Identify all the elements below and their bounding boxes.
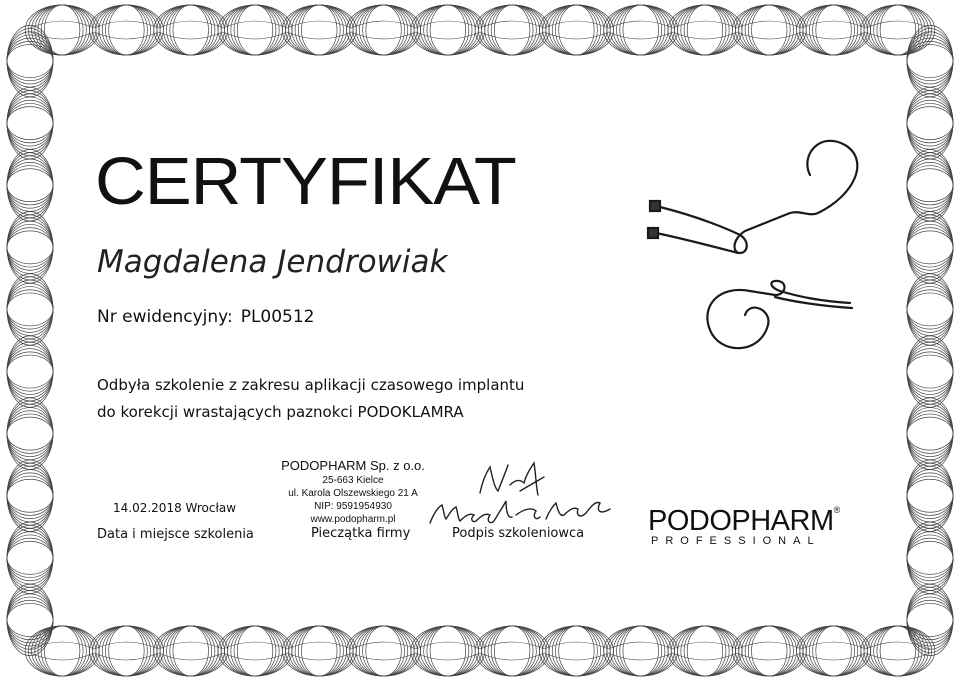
handwritten-signature <box>420 455 620 535</box>
logo-main: PODOPHARM <box>648 505 834 537</box>
podopharm-logo <box>648 505 840 547</box>
description-line: Odbyła szkolenie z zakresu aplikacji czasowego implantu <box>97 376 525 394</box>
stamp-nip: NIP: 9591954930 <box>314 501 392 512</box>
logo-sub: PROFESSIONAL <box>651 535 821 547</box>
stamp-label: Pieczątka firmy <box>311 526 411 541</box>
signature-label: Podpis szkoleniowca <box>452 526 585 541</box>
stamp-website: www.podopharm.pl <box>310 514 396 525</box>
podoklamra-wire-implant-illustration <box>640 135 890 360</box>
company-stamp <box>268 457 438 526</box>
stamp-street: ul. Karola Olszewskiego 21 A <box>288 488 418 499</box>
date-place: 14.02.2018 Wrocław <box>113 501 237 515</box>
stamp-postal: 25-663 Kielce <box>322 475 384 486</box>
registration-number: PL00512 <box>240 307 315 327</box>
registration-label: Nr ewidencyjny: <box>97 307 233 327</box>
date-place-label: Data i miejsce szkolenia <box>97 527 254 542</box>
stamp-company: PODOPHARM Sp. z o.o. <box>281 458 425 473</box>
course-description <box>97 372 524 426</box>
certificate-title: CERTYFIKAT <box>95 144 516 219</box>
registration-line <box>97 307 315 327</box>
description-line: do korekcji wrastających paznokci PODOKLAMRA <box>97 403 464 421</box>
registered-mark: ® <box>833 505 840 515</box>
recipient-name: Magdalena Jendrowiak <box>97 244 448 280</box>
